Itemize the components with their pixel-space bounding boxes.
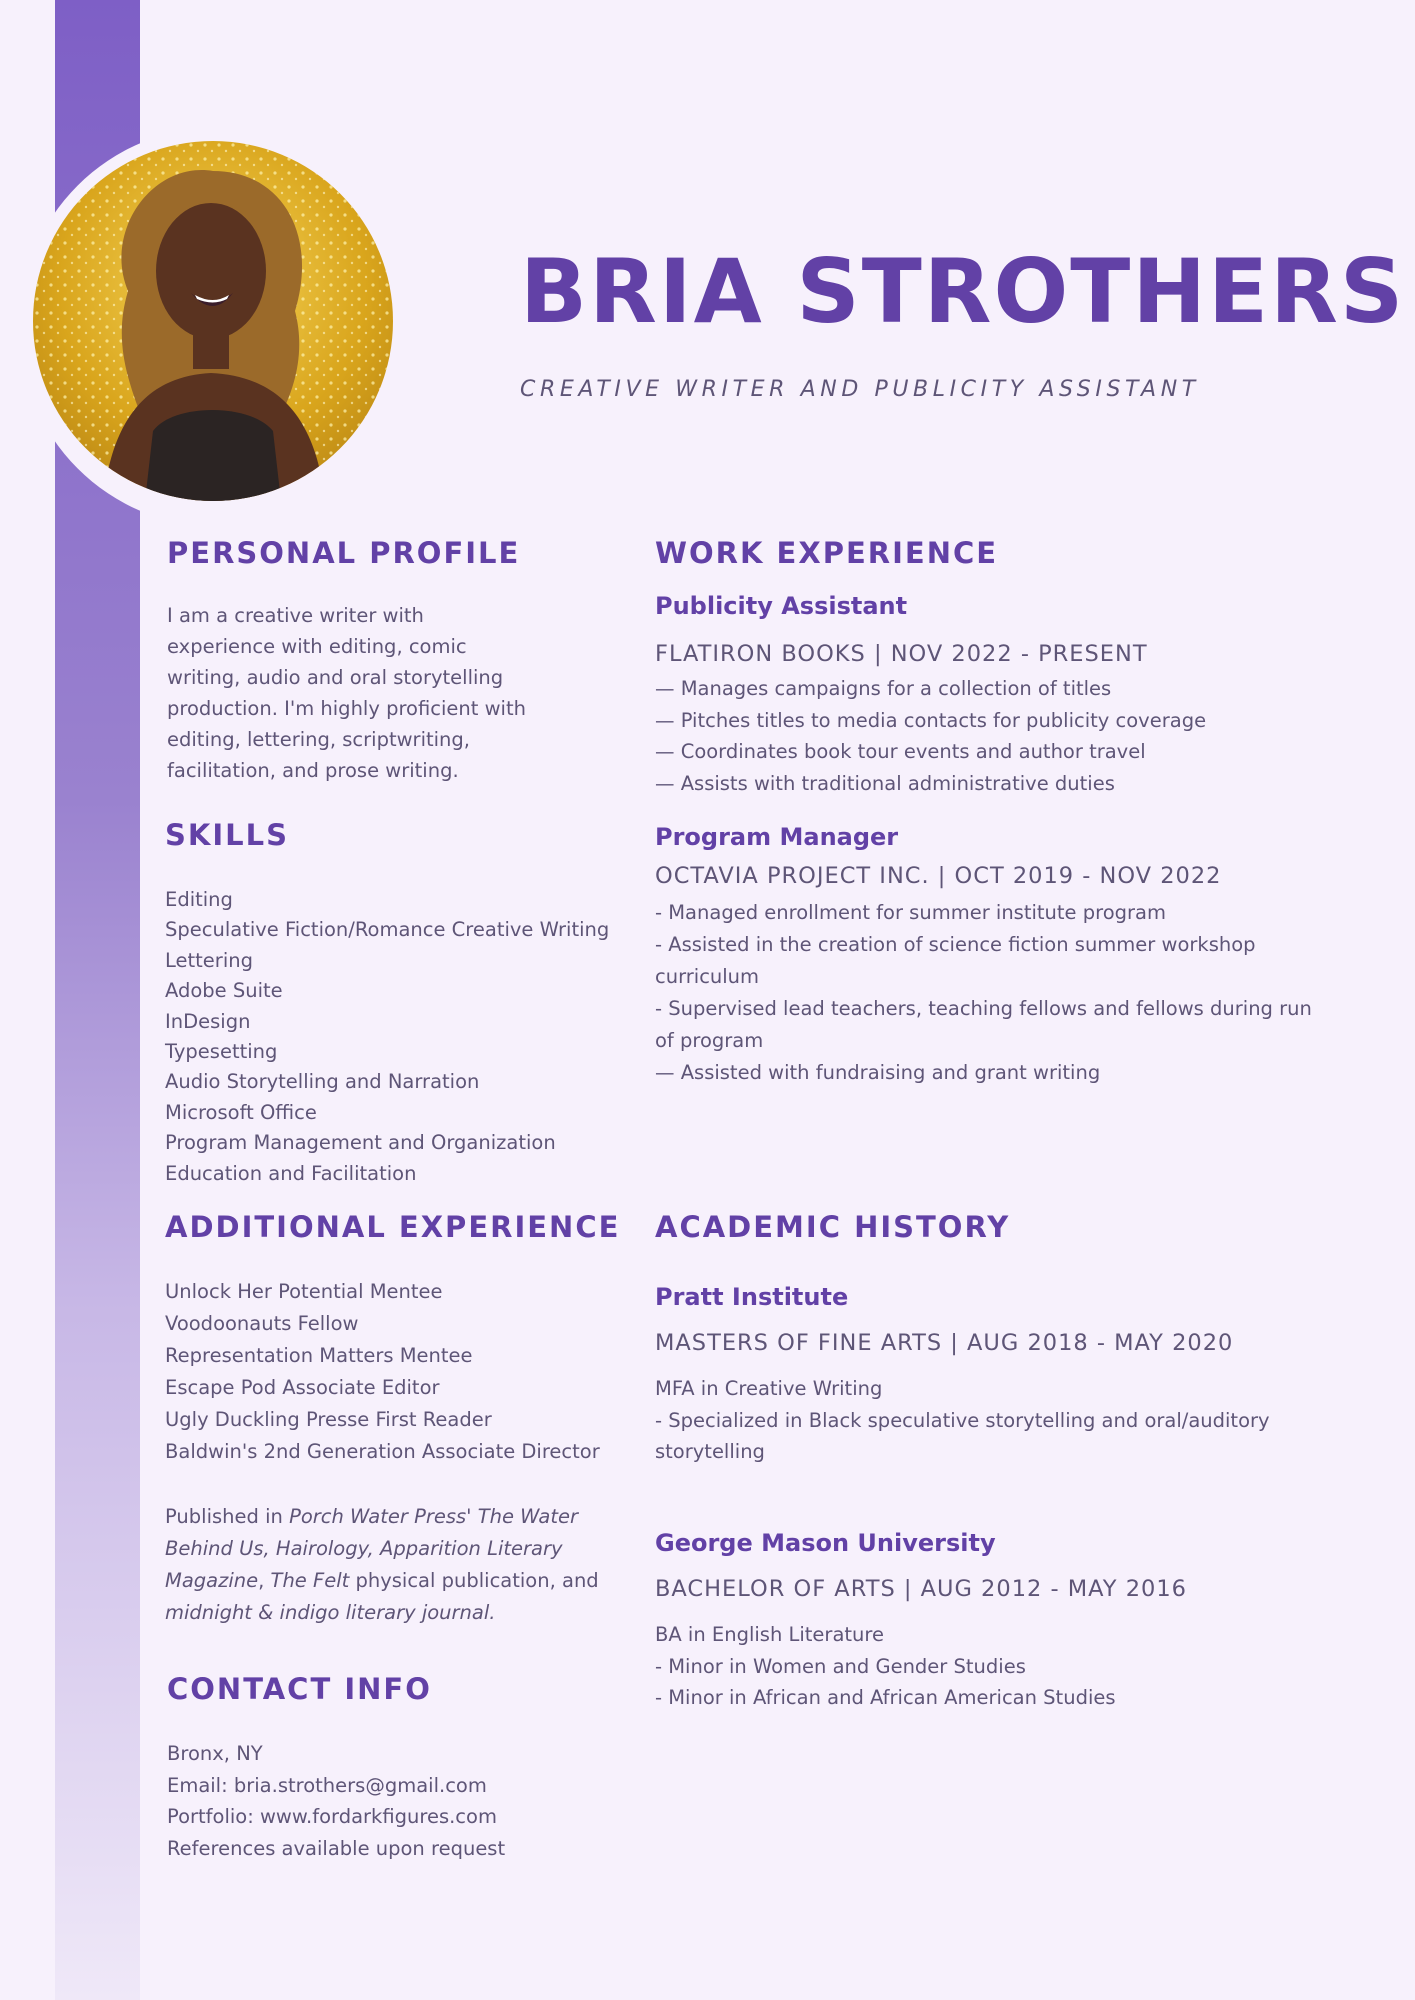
job-bullets <box>655 897 1312 1089</box>
skill-item: Typesetting <box>165 1040 278 1064</box>
additional-item: Escape Pod Associate Editor <box>165 1376 440 1399</box>
contact-email[interactable]: Email: bria.strothers@gmail.com <box>167 1773 487 1797</box>
degree-line: BA in English Literature <box>655 1623 884 1646</box>
profile-line: I am a creative writer with <box>167 604 424 627</box>
published-prefix: Published in <box>165 1505 290 1528</box>
contact-location: Bronx, NY <box>167 1742 263 1765</box>
publication-title: Magazine <box>165 1569 259 1592</box>
job-bullet: — Manages campaigns for a collection of titles <box>655 677 1112 700</box>
skill-item: Editing <box>165 888 233 911</box>
job-role: Program Manager <box>655 823 899 851</box>
job-bullet: - Supervised lead teachers, teaching fellows and fellows during run <box>655 997 1312 1020</box>
job-meta: FLATIRON BOOKS | NOV 2022 - PRESENT <box>655 641 1148 667</box>
profile-text <box>167 600 526 786</box>
additional-heading: ADDITIONAL EXPERIENCE <box>165 1210 621 1244</box>
contact-info <box>167 1738 505 1864</box>
skill-item: Adobe Suite <box>165 979 283 1003</box>
additional-item: Voodoonauts Fellow <box>165 1312 359 1335</box>
degree-line: - Minor in African and African American Studies <box>655 1686 1116 1709</box>
job-bullets <box>655 673 1206 799</box>
profile-line: facilitation, and prose writing. <box>167 759 459 782</box>
degree-line: MFA in Creative Writing <box>655 1377 883 1400</box>
job-bullet: — Assists with traditional administrative duties <box>655 771 1115 795</box>
job-bullet: — Pitches titles to media contacts for publicity coverage <box>655 708 1207 732</box>
degree-line: - Minor in Women and Gender Studies <box>655 1654 1026 1678</box>
degree-meta: MASTERS OF FINE ARTS | AUG 2018 - MAY 2020 <box>655 1330 1234 1356</box>
candidate-name: BRIA STROTHERS <box>520 240 1406 343</box>
published-separator: , <box>258 1569 271 1592</box>
skill-item: Lettering <box>165 948 253 972</box>
degree-line: - Specialized in Black speculative storytelling and oral/auditory <box>655 1408 1270 1432</box>
profile-line: editing, lettering, scriptwriting, <box>167 728 470 751</box>
degree-details <box>655 1373 1270 1468</box>
school-name: Pratt Institute <box>655 1283 849 1311</box>
skill-item: Education and Facilitation <box>165 1161 417 1185</box>
job-bullet: — Assisted with fundraising and grant writing <box>655 1061 1101 1084</box>
contact-heading: CONTACT INFO <box>167 1672 432 1706</box>
additional-item: Representation Matters Mentee <box>165 1344 473 1367</box>
publications <box>165 1501 599 1629</box>
published-tail: physical publication, and <box>349 1569 599 1592</box>
skill-item: Microsoft Office <box>165 1100 317 1124</box>
school-name: George Mason University <box>655 1529 996 1557</box>
profile-heading: PERSONAL PROFILE <box>167 536 521 570</box>
contact-references: References available upon request <box>167 1836 506 1860</box>
contact-portfolio[interactable]: Portfolio: www.fordarkfigures.com <box>167 1805 497 1828</box>
degree-details <box>655 1619 1116 1714</box>
job-bullet: - Managed enrollment for summer institute program <box>655 901 1166 924</box>
academic-heading: ACADEMIC HISTORY <box>655 1210 1011 1244</box>
publication-title: Behind Us, Hairology, Apparition Literary <box>165 1537 563 1560</box>
job-bullet: — Coordinates book tour events and author travel <box>655 740 1146 763</box>
skills-heading: SKILLS <box>165 818 289 852</box>
job-bullet: of program <box>655 1029 764 1052</box>
work-heading: WORK EXPERIENCE <box>655 536 999 570</box>
profile-line: experience with editing, comic <box>167 635 467 658</box>
portrait-illustration <box>33 141 393 501</box>
publication-title: The Felt <box>270 1569 350 1592</box>
degree-meta: BACHELOR OF ARTS | AUG 2012 - MAY 2016 <box>655 1576 1187 1602</box>
skill-item: Audio Storytelling and Narration <box>165 1070 480 1094</box>
degree-line: storytelling <box>655 1440 765 1463</box>
job-role: Publicity Assistant <box>655 592 908 620</box>
additional-list <box>165 1276 600 1468</box>
skill-item: Program Management and Organization <box>165 1131 556 1155</box>
additional-item: Ugly Duckling Presse First Reader <box>165 1408 492 1431</box>
profile-line: production. I'm highly proficient with <box>167 697 526 720</box>
skill-item: InDesign <box>165 1009 251 1033</box>
profile-photo <box>33 141 393 501</box>
job-bullet: - Assisted in the creation of science fiction summer workshop <box>655 933 1256 956</box>
candidate-title: CREATIVE WRITER AND PUBLICITY ASSISTANT <box>520 377 1200 402</box>
skills-list <box>165 885 609 1189</box>
job-bullet: curriculum <box>655 965 760 988</box>
publication-title: Porch Water Press' The Water <box>289 1505 579 1528</box>
publication-title: midnight & indigo literary journal. <box>165 1601 496 1624</box>
additional-item: Baldwin's 2nd Generation Associate Director <box>165 1440 600 1463</box>
profile-line: writing, audio and oral storytelling <box>167 666 504 689</box>
skill-item: Speculative Fiction/Romance Creative Writing <box>165 918 610 942</box>
additional-item: Unlock Her Potential Mentee <box>165 1280 443 1303</box>
job-meta: OCTAVIA PROJECT INC. | OCT 2019 - NOV 2022 <box>655 863 1222 889</box>
